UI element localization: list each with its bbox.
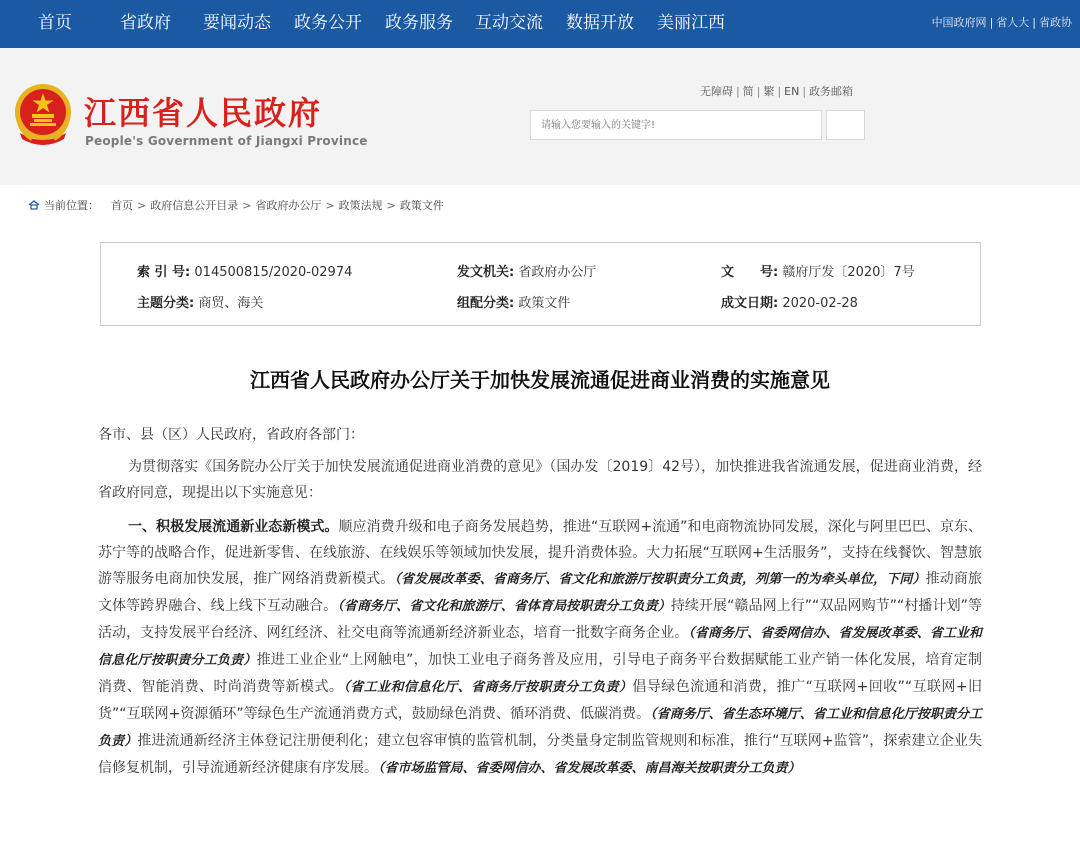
nav-item-interaction[interactable]: 互动交流	[475, 13, 543, 33]
link-divider: |	[1032, 16, 1036, 29]
responsibility-note: （省商务厅、省生态环境厅、省工业和信息化厅按职责分工负责）	[98, 707, 982, 749]
util-divider: |	[736, 85, 740, 98]
national-emblem-icon[interactable]	[12, 81, 74, 147]
section-1-text: 推动商旅文体等跨界融合、线上线下互动融合。	[98, 571, 983, 614]
meta-document-number: 文 号: 赣府厅发〔2020〕7号	[721, 265, 915, 280]
meta-topic: 主题分类: 商贸、海关	[137, 296, 264, 311]
meta-genre: 组配分类: 政策文件	[457, 296, 571, 311]
accessibility-link[interactable]: 无障碍	[700, 85, 733, 98]
section-1-text: 推进流通新经济主体登记注册便利化；建立包容审慎的监管机制，分类量身定制监管规则和标准，推行“互联网+监管”，探索建立企业失信修复机制，引导流通新经济健康有序发展。	[98, 733, 982, 776]
breadcrumb-separator: >	[242, 199, 252, 212]
nav-item-gov-affairs-open[interactable]: 政务公开	[294, 13, 362, 33]
home-icon	[28, 200, 40, 210]
search-input[interactable]	[531, 111, 821, 139]
section-1-paragraph	[98, 514, 982, 782]
responsibility-note: （省商务厅、省文化和旅游厅、省体育局按职责分工负责）	[337, 599, 671, 614]
simplified-chinese-link[interactable]: 简	[742, 85, 754, 98]
link-provincial-npc[interactable]: 省人大	[996, 16, 1030, 29]
responsibility-note: （省商务厅、省委网信办、省发展改革委、省工业和信息化厅按职责分工负责）	[98, 626, 982, 668]
breadcrumb	[28, 197, 444, 213]
search-box	[530, 110, 822, 140]
salutation: 各市、县（区）人民政府，省政府各部门：	[98, 427, 364, 443]
breadcrumb-item-policy-docs[interactable]: 政策文件	[399, 199, 444, 212]
breadcrumb-item-policy-laws[interactable]: 政策法规	[338, 199, 383, 212]
util-divider: |	[802, 85, 807, 98]
intro-paragraph: 为贯彻落实《国务院办公厅关于加快发展流通促进商业消费的意见》（国办发〔2019〕42号），加快推进我省流通发展，促进商业消费，经省政府同意，现提出以下实施意见：	[98, 459, 982, 501]
breadcrumb-item-home[interactable]: 首页	[111, 199, 133, 212]
search-button[interactable]	[826, 110, 865, 140]
breadcrumb-separator: >	[325, 199, 335, 212]
section-1-text: 持续开展“赣品网上行”“双品网购节”“村播计划”等活动，支持发展平台经济、网红经济、社交电商等流通新经济新业态，培育一批数字商务企业。	[98, 598, 982, 641]
link-divider: |	[989, 16, 994, 29]
document-metadata	[100, 242, 981, 326]
breadcrumb-label: 当前位置：	[44, 199, 99, 212]
gov-mailbox-link[interactable]: 政务邮箱	[809, 85, 854, 98]
section-1-heading: 一、积极发展流通新业态新模式。	[128, 519, 339, 535]
nav-item-province-gov[interactable]: 省政府	[120, 13, 171, 33]
responsibility-note: （省市场监管局、省委网信办、省发展改革委、南昌海关按职责分工负责）	[378, 761, 801, 776]
breadcrumb-item-gov-office[interactable]: 省政府办公厅	[255, 199, 322, 212]
utility-links	[700, 83, 853, 99]
meta-index-number: 索 引 号: 014500815/2020-02974	[137, 265, 353, 280]
breadcrumb-item-info-catalog[interactable]: 政府信息公开目录	[150, 199, 239, 212]
top-nav	[0, 0, 1080, 48]
english-link[interactable]: EN	[784, 85, 800, 98]
nav-item-open-data[interactable]: 数据开放	[566, 13, 634, 33]
nav-item-home[interactable]: 首页	[38, 13, 72, 33]
responsibility-note: （省发展改革委、省商务厅、省文化和旅游厅按职责分工负责，列第一的为牵头单位，下同）	[394, 572, 926, 587]
meta-date: 成文日期: 2020-02-28	[721, 296, 858, 311]
util-divider: |	[756, 85, 761, 98]
nav-item-gov-services[interactable]: 政务服务	[385, 13, 453, 33]
section-1-text: 推进工业企业“上网触电”，加快工业电子商务普及应用，引导电子商务平台数据赋能工业产销一体化发展，培育定制消费、智能消费、时尚消费等新模式。	[98, 652, 982, 695]
nav-item-beautiful-jiangxi[interactable]: 美丽江西	[657, 13, 725, 33]
site-logo-title[interactable]: 江西省人民政府	[84, 94, 323, 132]
nav-item-news[interactable]: 要闻动态	[203, 13, 271, 33]
site-logo-subtitle: People's Government of Jiangxi Province	[85, 134, 368, 148]
document-body	[98, 422, 982, 790]
top-external-links	[932, 0, 1072, 48]
meta-issuing-authority: 发文机关: 省政府办公厅	[457, 265, 597, 280]
traditional-chinese-link[interactable]: 繁	[763, 85, 775, 98]
document-title: 江西省人民政府办公厅关于加快发展流通促进商业消费的实施意见	[250, 368, 830, 392]
section-1-text: 倡导绿色流通和消费，推广“互联网+回收”“互联网+旧货”“互联网+资源循环”等绿色生产流通消费方式，鼓励绿色消费、循环消费、低碳消费。	[98, 679, 982, 722]
breadcrumb-separator: >	[137, 199, 147, 212]
section-1-text: 顺应消费升级和电子商务发展趋势，推进“互联网+流通”和电商物流协同发展，深化与阿里巴巴、京东、苏宁等的战略合作，促进新零售、在线旅游、在线娱乐等领域加快发展，提升消费体验。大力拓展“互联网+生活服务”，支持在线餐饮、智慧旅游等服务电商加快发展，推广网络消费新模式。	[98, 519, 983, 587]
util-divider: |	[777, 85, 782, 98]
responsibility-note: （省工业和信息化厅、省商务厅按职责分工负责）	[343, 680, 633, 695]
site-header	[0, 48, 1080, 185]
link-provincial-cppcc[interactable]: 省政协	[1039, 16, 1072, 29]
link-china-gov[interactable]: 中国政府网	[931, 16, 987, 29]
breadcrumb-separator: >	[386, 199, 396, 212]
